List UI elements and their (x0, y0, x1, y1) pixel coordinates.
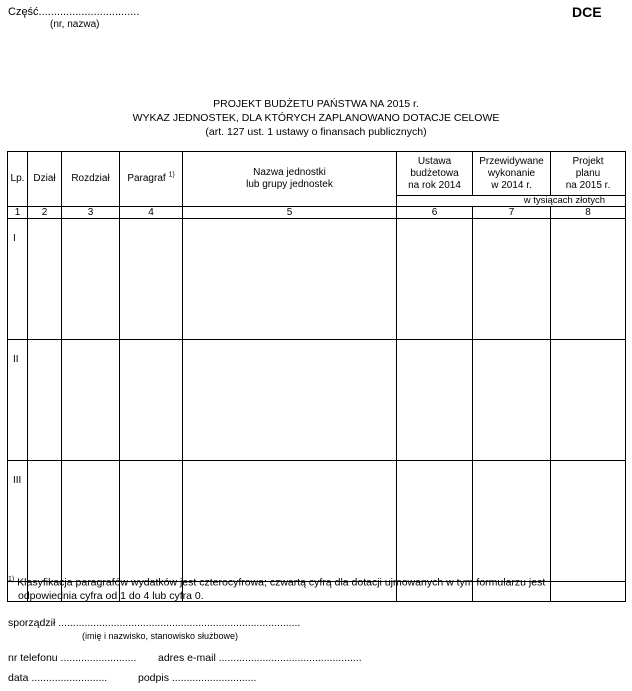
column-number: 7 (473, 207, 551, 219)
header-paragraf (120, 152, 183, 207)
table-row (8, 461, 626, 582)
cell-dzial[interactable] (28, 219, 62, 340)
cell-nazwa[interactable] (183, 219, 397, 340)
email-field[interactable]: adres e-mail ................................................. (158, 652, 362, 664)
header-nazwa-line-1: Nazwa jednostki (253, 167, 326, 178)
column-numbers-row (8, 207, 626, 219)
budget-table (7, 151, 626, 602)
column-number: 3 (62, 207, 120, 219)
table-row (8, 340, 626, 461)
section-label: III (8, 461, 28, 582)
header-lp: Lp. (8, 152, 28, 207)
cell-dzial[interactable] (28, 340, 62, 461)
table-row (8, 219, 626, 340)
prepared-by-hint: (imię i nazwisko, stanowisko służbowe) (82, 631, 239, 641)
header-projekt-line-1: Projekt (572, 155, 604, 167)
cell-paragraf[interactable] (120, 219, 183, 340)
section-label: I (8, 219, 28, 340)
header-projekt (551, 152, 626, 196)
part-hint: (nr, nazwa) (50, 19, 100, 30)
document-titles (0, 97, 632, 139)
cell-rozdzial[interactable] (62, 461, 120, 582)
column-number: 6 (397, 207, 473, 219)
date-field[interactable]: data .......................... (8, 672, 108, 684)
footnote-text-2: odpowiednia cyfra od 1 do 4 lub cyfra 0. (18, 589, 204, 602)
header-przew-line-2: wykonanie (487, 167, 536, 179)
cell-rozdzial[interactable] (62, 340, 120, 461)
signature-field[interactable]: podpis ............................. (138, 672, 257, 684)
header-nazwa-line-2: lub grupy jednostek (246, 179, 333, 190)
column-number: 8 (551, 207, 626, 219)
cell-nazwa[interactable] (183, 461, 397, 582)
footnote (8, 573, 608, 603)
cell-ustawa[interactable] (397, 461, 473, 582)
header-przewidywane (473, 152, 551, 196)
header-projekt-line-3: na 2015 r. (565, 179, 611, 191)
title-line-3: (art. 127 ust. 1 ustawy o finansach publicznych) (205, 126, 427, 138)
unit-label: w tysiącach złotych (397, 196, 626, 207)
column-number: 1 (8, 207, 28, 219)
header-ustawa-line-1: Ustawa (417, 155, 452, 167)
footnote-text-1: Klasyfikacja paragrafów wydatków jest czterocyfrowa; czwartą cyfrą dla dotacji ujmowanych w tym formularzu jest (17, 576, 546, 589)
header-przew-line-3: w 2014 r. (491, 179, 532, 191)
prepared-by-field[interactable]: sporządził ................................................................................... (8, 617, 301, 629)
cell-rozdzial[interactable] (62, 219, 120, 340)
cell-przewidywane[interactable] (473, 219, 551, 340)
cell-projekt[interactable] (551, 461, 626, 582)
cell-dzial[interactable] (28, 461, 62, 582)
section-label: II (8, 340, 28, 461)
header-paragraf-label: Paragraf (127, 173, 166, 184)
header-nazwa (183, 152, 397, 207)
cell-nazwa[interactable] (183, 340, 397, 461)
cell-paragraf[interactable] (120, 461, 183, 582)
header-dzial: Dział (28, 152, 62, 207)
footnote-marker: 1) (8, 576, 15, 583)
cell-projekt[interactable] (551, 340, 626, 461)
form-code: DCE (572, 4, 602, 20)
column-number: 2 (28, 207, 62, 219)
phone-field[interactable]: nr telefonu .......................... (8, 652, 137, 664)
header-rozdzial: Rozdział (62, 152, 120, 207)
header-projekt-line-2: planu (575, 167, 601, 179)
cell-przewidywane[interactable] (473, 340, 551, 461)
cell-paragraf[interactable] (120, 340, 183, 461)
footnote-line-1 (8, 573, 608, 590)
cell-projekt[interactable] (551, 219, 626, 340)
cell-ustawa[interactable] (397, 340, 473, 461)
part-field: Część................................. (8, 6, 140, 18)
column-number: 4 (120, 207, 183, 219)
footnote-ref: 1) (168, 171, 175, 179)
header-ustawa-line-2: budżetowa (410, 167, 459, 179)
cell-ustawa[interactable] (397, 219, 473, 340)
title-line-1: PROJEKT BUDŻETU PAŃSTWA NA 2015 r. (213, 98, 419, 110)
header-ustawa (397, 152, 473, 196)
cell-przewidywane[interactable] (473, 461, 551, 582)
column-number: 5 (183, 207, 397, 219)
header-przew-line-1: Przewidywane (479, 155, 544, 167)
header-ustawa-line-3: na rok 2014 (408, 179, 461, 191)
title-line-2: WYKAZ JEDNOSTEK, DLA KTÓRYCH ZAPLANOWANO DOTACJE CELOWE (132, 112, 500, 124)
